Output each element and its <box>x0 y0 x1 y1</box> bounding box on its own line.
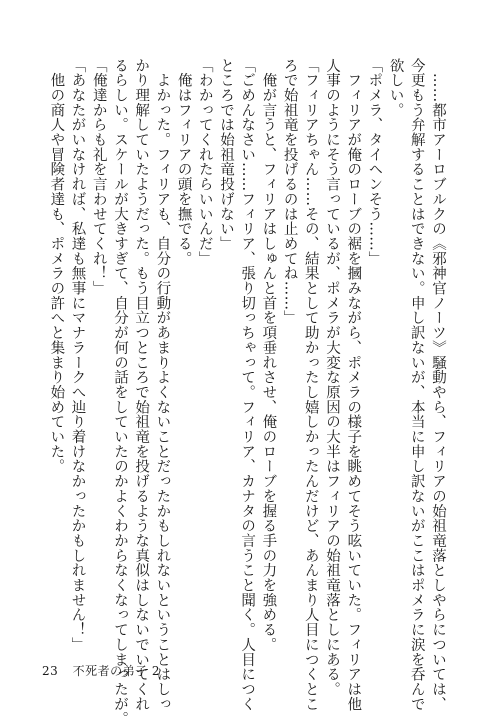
text-line: フィリアが俺のローブの裾を摑みながら、ポメラの様子を眺めてそう呟いていた。フィリアは他 <box>345 58 362 712</box>
text-line: 「フィリアちゃん……その、結果として助かったし嬉しかったんだけど、あんまり人目につくとこ <box>302 58 319 712</box>
page-footer <box>42 662 160 679</box>
text-line: 人事のようにそう言っているが、ポメラが大変な原因の大半はフィリアの始祖竜落としにある。 <box>323 58 340 697</box>
text-line: 「ポメラ、タイヘンそう……」 <box>366 58 383 266</box>
text-line: よかった。フィリアも、自分の行動があまりよくないことだったかもしれないということはしっ <box>154 58 171 712</box>
text-line: 「ごめんなさい……フィリア、張り切っちゃって。フィリア、カナタの言うこと聞く。人目につく <box>239 58 256 712</box>
text-line: 今更もう弁解することはできない。申し訳ないが、本当に申し訳ないがここはポメラに涙を呑んで <box>408 58 425 712</box>
text-line: ……都市アーロブルクの《邪神官ノーツ》騒動やら、フィリアの始祖竜落としやらについては、 <box>430 58 446 712</box>
text-line: るらしい。スケールが大きすぎて、自分が何の話をしていたのかよくわからなくなってしまったが。 <box>111 58 128 726</box>
text-line: 俺はフィリアの頭を撫でる。 <box>175 58 192 266</box>
text-line: ろで始祖竜を投げるのは止めてね……」 <box>281 58 298 326</box>
text-line: 欲しい。 <box>387 58 404 118</box>
text-line: 俺が言うと、フィリアはしゅんと首を項垂れさせ、俺のローブを握る手の力を強める。 <box>260 58 277 652</box>
text-line: 「あなたがいなければ、私達も無事にマナラークへ辿り着けなかったかもしれません！」 <box>69 58 86 652</box>
text-line: 「俺達からも礼を言わせてくれ！」 <box>90 58 107 296</box>
page-number: 23 <box>42 664 59 678</box>
text-line: かり理解していたようだった。もう目立つところで始祖竜を投げるような真似はしないでいてくれ <box>133 58 150 712</box>
text-line: 他の商人や冒険者達も、ポメラの許へと集まり始めていた。 <box>48 58 65 474</box>
text-line: 「わかってくれたらいいんだ」 <box>196 58 213 266</box>
book-title: 不死者の弟子 2 <box>72 664 161 678</box>
text-line: ところでは始祖竜投げない」 <box>217 58 234 252</box>
